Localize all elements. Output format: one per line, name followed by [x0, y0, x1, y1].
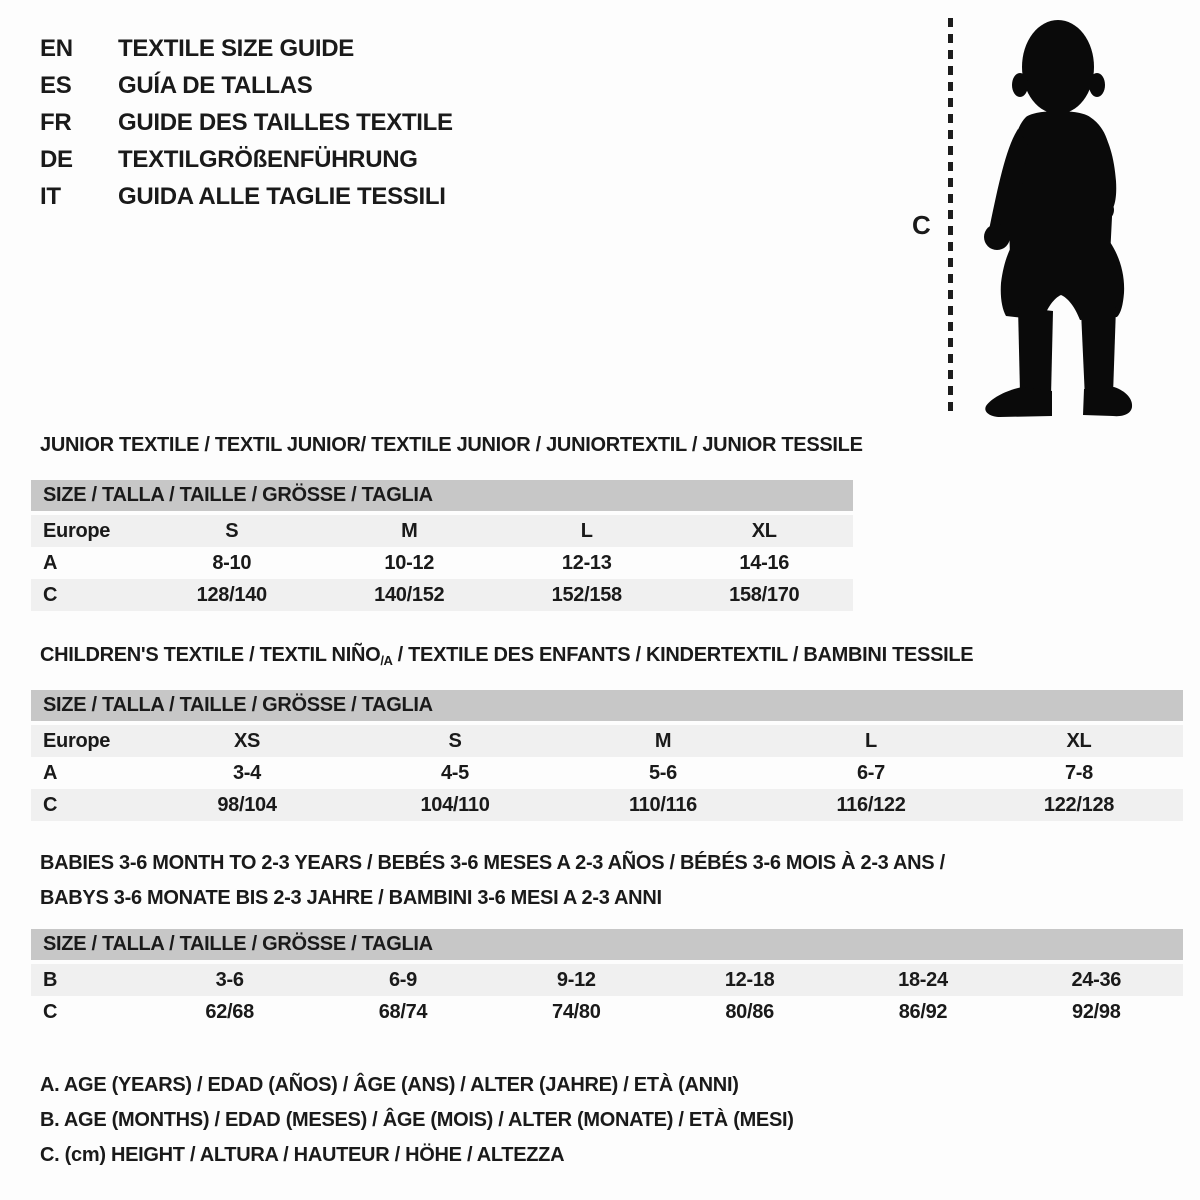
table-row — [31, 547, 853, 579]
table-row — [31, 789, 1183, 821]
language-row — [40, 178, 453, 215]
cell-value: 98/104 — [217, 794, 277, 816]
language-title: GUIDA ALLE TAGLIE TESSILI — [118, 183, 446, 210]
cell-value: 152/158 — [551, 584, 622, 606]
cell-value: S — [448, 730, 462, 752]
size-table-babies — [31, 929, 1183, 1028]
cell-value: 14-16 — [739, 552, 790, 574]
cell-value: 4-5 — [440, 762, 469, 784]
cell-value: 7-8 — [1064, 762, 1093, 784]
cell-value: 92/98 — [1072, 1001, 1121, 1023]
cell-value: 18-24 — [898, 969, 948, 991]
language-title: GUIDE DES TAILLES TEXTILE — [118, 109, 453, 136]
row-label: Europe — [43, 520, 111, 542]
footnote-age-months: B. AGE (MONTHS) / EDAD (MESES) / ÂGE (MOIS) / ALTER (MONATE) / ETÀ (MESI) — [40, 1109, 794, 1131]
table-row — [31, 757, 1183, 789]
cell-value: 116/122 — [836, 794, 906, 816]
cell-value: 6-9 — [388, 969, 417, 991]
language-title: TEXTILE SIZE GUIDE — [118, 35, 354, 62]
row-label: Europe — [43, 730, 111, 752]
language-code: FR — [40, 109, 72, 136]
row-label: B — [43, 969, 58, 991]
row-label: C — [43, 1001, 58, 1023]
cell-value: 122/128 — [1043, 794, 1115, 816]
language-code: IT — [40, 183, 61, 210]
cell-value: XL — [1066, 730, 1092, 752]
height-measure-dashed-line — [948, 18, 953, 416]
cell-value: 9-12 — [556, 969, 596, 991]
height-measure-label: C — [912, 210, 931, 240]
size-header-bar: SIZE / TALLA / TAILLE / GRÖSSE / TAGLIA — [31, 690, 1183, 721]
table-row — [31, 996, 1183, 1028]
section-title-text: CHILDREN'S TEXTILE / TEXTIL NIÑO — [40, 644, 381, 666]
cell-value: 74/80 — [552, 1001, 601, 1023]
cell-value: S — [225, 520, 239, 542]
cell-value: L — [580, 520, 593, 542]
section-title-subscript: /A — [380, 653, 393, 668]
cell-value: XS — [233, 730, 261, 752]
footnote-legend — [40, 1068, 794, 1173]
cell-value: 68/74 — [378, 1001, 428, 1023]
cell-value: 3-4 — [232, 762, 261, 784]
language-title-list — [40, 30, 453, 215]
cell-value: 6-7 — [856, 762, 885, 784]
language-row — [40, 67, 453, 104]
language-row — [40, 141, 453, 178]
row-label: C — [43, 584, 58, 606]
cell-value: M — [401, 520, 418, 542]
cell-value: 80/86 — [725, 1001, 774, 1023]
cell-value: XL — [751, 520, 777, 542]
cell-value: 86/92 — [898, 1001, 948, 1023]
section-title-line: BABYS 3-6 MONATE BIS 2-3 JAHRE / BAMBINI 3-6 MESI A 2-3 ANNI — [40, 887, 662, 909]
table-row — [31, 725, 1183, 757]
size-header-bar: SIZE / TALLA / TAILLE / GRÖSSE / TAGLIA — [31, 480, 853, 511]
section-title-children — [40, 638, 973, 678]
size-table-junior — [31, 480, 853, 611]
section-title-text: / TEXTILE DES ENFANTS / KINDERTEXTIL / BAMBINI TESSILE — [392, 644, 974, 666]
section-title-line: BABIES 3-6 MONTH TO 2-3 YEARS / BEBÉS 3-6 MESES A 2-3 AÑOS / BÉBÉS 3-6 MOIS À 2-3 ANS / — [40, 852, 945, 874]
cell-value: 128/140 — [196, 584, 267, 606]
cell-value: 3-6 — [215, 969, 244, 991]
footnote-height-cm: C. (cm) HEIGHT / ALTURA / HAUTEUR / HÖHE / ALTEZZA — [40, 1144, 565, 1166]
table-row — [31, 579, 853, 611]
cell-value: 10-12 — [384, 552, 435, 574]
language-code: ES — [40, 72, 72, 99]
cell-value: 5-6 — [648, 762, 677, 784]
cell-value: L — [865, 730, 877, 752]
cell-value: 8-10 — [212, 552, 252, 574]
size-header-bar: SIZE / TALLA / TAILLE / GRÖSSE / TAGLIA — [31, 929, 1183, 960]
cell-value: 158/170 — [729, 584, 800, 606]
size-table-children — [31, 690, 1183, 821]
cell-value: M — [654, 730, 672, 752]
cell-value: 62/68 — [205, 1001, 254, 1023]
row-label: A — [43, 552, 58, 574]
cell-value: 110/116 — [629, 794, 697, 816]
section-title-junior: JUNIOR TEXTILE / TEXTIL JUNIOR/ TEXTILE JUNIOR / JUNIORTEXTIL / JUNIOR TESSILE — [40, 434, 863, 456]
row-label: C — [43, 794, 58, 816]
cell-value: 24-36 — [1071, 969, 1122, 991]
language-title: TEXTILGRÖßENFÜHRUNG — [118, 146, 418, 173]
language-code: EN — [40, 35, 73, 62]
language-row — [40, 104, 453, 141]
row-label: A — [43, 762, 58, 784]
table-row — [31, 515, 853, 547]
table-row — [31, 964, 1183, 996]
language-title: GUÍA DE TALLAS — [118, 72, 313, 99]
cell-value: 104/110 — [420, 794, 490, 816]
cell-value: 12-18 — [724, 969, 775, 991]
toddler-silhouette-icon — [966, 16, 1136, 418]
cell-value: 140/152 — [374, 584, 445, 606]
language-code: DE — [40, 146, 73, 173]
section-title-babies — [40, 846, 945, 916]
language-row — [40, 30, 453, 67]
footnote-age-years: A. AGE (YEARS) / EDAD (AÑOS) / ÂGE (ANS) / ALTER (JAHRE) / ETÀ (ANNI) — [40, 1074, 739, 1096]
cell-value: 12-13 — [561, 552, 612, 574]
